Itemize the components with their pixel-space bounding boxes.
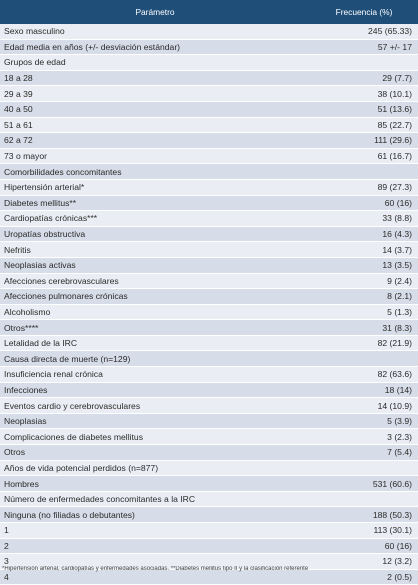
table-row <box>0 429 418 445</box>
table-row <box>0 242 418 258</box>
row-value <box>310 351 418 367</box>
row-label: Otros <box>0 445 310 461</box>
table-row <box>0 133 418 149</box>
row-label: Años de vida potencial perdidos (n=877) <box>0 460 310 476</box>
row-value: 57 +/- 17 <box>310 39 418 55</box>
row-label: Afecciones cerebrovasculares <box>0 273 310 289</box>
row-label: Sexo masculino <box>0 24 310 39</box>
row-value: 33 (8.8) <box>310 211 418 227</box>
row-value <box>310 460 418 476</box>
row-label: Ninguna (no filiadas o debutantes) <box>0 507 310 523</box>
row-label: 4 <box>0 569 310 585</box>
table-row <box>0 413 418 429</box>
table-row <box>0 445 418 461</box>
row-label: Comorbilidades concomitantes <box>0 164 310 180</box>
row-value: 9 (2.4) <box>310 273 418 289</box>
table-row <box>0 195 418 211</box>
row-label: 18 a 28 <box>0 70 310 86</box>
row-value: 245 (65.33) <box>310 24 418 39</box>
row-value: 5 (1.3) <box>310 304 418 320</box>
header-frequency: Frecuencia (%) <box>310 0 418 24</box>
row-label: Hipertensión arterial* <box>0 179 310 195</box>
row-value: 113 (30.1) <box>310 523 418 539</box>
row-value: 18 (14) <box>310 382 418 398</box>
row-value <box>310 491 418 507</box>
table-header <box>0 0 418 24</box>
table-row <box>0 86 418 102</box>
row-label: Complicaciones de diabetes mellitus <box>0 429 310 445</box>
row-label: Eventos cardio y cerebrovasculares <box>0 398 310 414</box>
row-label: 29 a 39 <box>0 86 310 102</box>
row-value: 82 (63.6) <box>310 367 418 383</box>
row-value: 61 (16.7) <box>310 148 418 164</box>
table-row <box>0 39 418 55</box>
row-value: 3 (2.3) <box>310 429 418 445</box>
row-label: 51 a 61 <box>0 117 310 133</box>
table-row <box>0 24 418 39</box>
row-label: Causa directa de muerte (n=129) <box>0 351 310 367</box>
row-label: Otros**** <box>0 320 310 336</box>
row-value <box>310 164 418 180</box>
table-row <box>0 491 418 507</box>
table-row <box>0 335 418 351</box>
table-row <box>0 226 418 242</box>
table-row <box>0 101 418 117</box>
table-row <box>0 507 418 523</box>
row-value <box>310 55 418 71</box>
row-label: Alcoholismo <box>0 304 310 320</box>
table-row <box>0 70 418 86</box>
row-value: 31 (8.3) <box>310 320 418 336</box>
row-value: 85 (22.7) <box>310 117 418 133</box>
table-row <box>0 117 418 133</box>
row-label: Afecciones pulmonares crónicas <box>0 289 310 305</box>
row-label: Letalidad de la IRC <box>0 335 310 351</box>
table-footnote: *Hipertensión arterial, cardiopatías y enfermedades asociadas. **Diabetes mellitus tipo II y la clasificación referente <box>2 566 309 572</box>
table-row <box>0 273 418 289</box>
row-value: 60 (16) <box>310 195 418 211</box>
row-label: 1 <box>0 523 310 539</box>
table-row <box>0 179 418 195</box>
row-value: 12 (3.2) <box>310 554 418 570</box>
row-value: 82 (21.9) <box>310 335 418 351</box>
header-row <box>0 0 418 24</box>
row-value: 51 (13.6) <box>310 101 418 117</box>
row-label: 62 a 72 <box>0 133 310 149</box>
table-row <box>0 523 418 539</box>
table-row <box>0 382 418 398</box>
row-value: 2 (0.5) <box>310 569 418 585</box>
table-row <box>0 304 418 320</box>
row-label: 73 o mayor <box>0 148 310 164</box>
row-label: Insuficiencia renal crónica <box>0 367 310 383</box>
row-label: Nefritis <box>0 242 310 258</box>
table-row <box>0 257 418 273</box>
row-value: 60 (16) <box>310 538 418 554</box>
table-row <box>0 320 418 336</box>
row-value: 8 (2.1) <box>310 289 418 305</box>
row-label: Cardiopatías crónicas*** <box>0 211 310 227</box>
table-row <box>0 538 418 554</box>
row-label: Hombres <box>0 476 310 492</box>
row-value: 7 (5.4) <box>310 445 418 461</box>
row-value: 14 (3.7) <box>310 242 418 258</box>
row-value: 29 (7.7) <box>310 70 418 86</box>
row-label: 3 <box>0 554 310 570</box>
row-label: Uropatías obstructiva <box>0 226 310 242</box>
table-row <box>0 148 418 164</box>
row-label: Neoplasias <box>0 413 310 429</box>
row-value: 16 (4.3) <box>310 226 418 242</box>
row-label: Neoplasias activas <box>0 257 310 273</box>
row-label: Grupos de edad <box>0 55 310 71</box>
row-value: 13 (3.5) <box>310 257 418 273</box>
row-value: 111 (29.6) <box>310 133 418 149</box>
table-row <box>0 398 418 414</box>
row-label: Número de enfermedades concomitantes a la IRC <box>0 491 310 507</box>
table-row <box>0 164 418 180</box>
table-row <box>0 460 418 476</box>
table-row <box>0 55 418 71</box>
row-label: 2 <box>0 538 310 554</box>
header-parameter: Parámetro <box>0 0 310 24</box>
row-value: 188 (50.3) <box>310 507 418 523</box>
table-row <box>0 289 418 305</box>
row-value: 38 (10.1) <box>310 86 418 102</box>
row-label: Infecciones <box>0 382 310 398</box>
row-value: 89 (27.3) <box>310 179 418 195</box>
table-row <box>0 367 418 383</box>
row-value: 5 (3.9) <box>310 413 418 429</box>
row-label: Diabetes mellitus** <box>0 195 310 211</box>
table-row <box>0 476 418 492</box>
row-value: 14 (10.9) <box>310 398 418 414</box>
row-label: Edad media en años (+/- desviación estándar) <box>0 39 310 55</box>
table-body <box>0 24 418 585</box>
row-value: 531 (60.6) <box>310 476 418 492</box>
table-row <box>0 211 418 227</box>
row-label: 40 a 50 <box>0 101 310 117</box>
table-row <box>0 351 418 367</box>
